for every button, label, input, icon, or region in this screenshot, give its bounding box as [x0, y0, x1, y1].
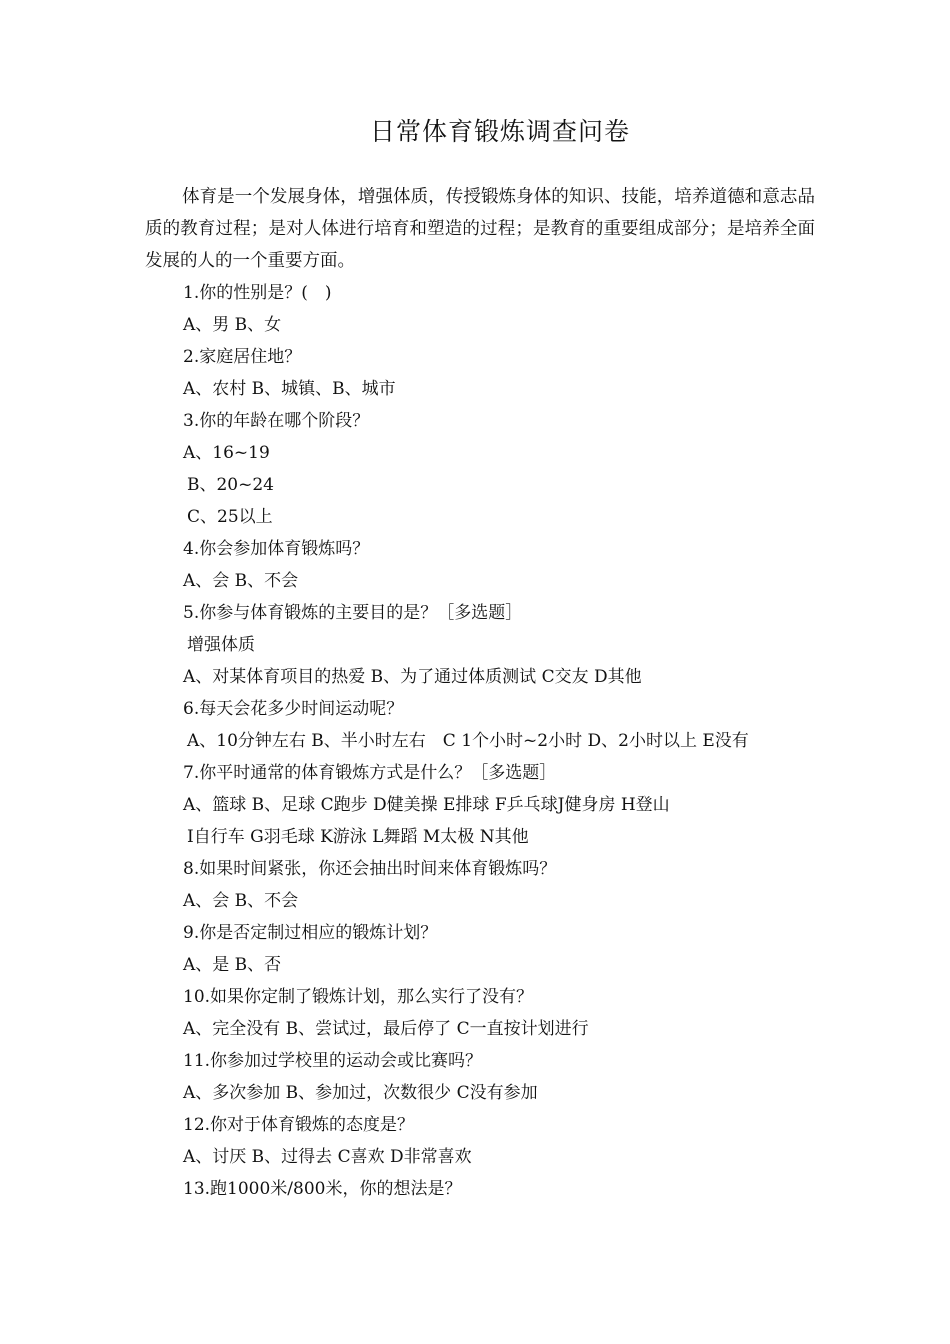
question-9: 9.你是否定制过相应的锻炼计划？ [183, 923, 438, 943]
question-list [0, 277, 950, 1205]
question-9-options: A、是 B、否 [183, 955, 282, 975]
question-2: 2.家庭居住地？ [183, 347, 302, 367]
question-5: 5.你参与体育锻炼的主要目的是？［多选题］ [183, 603, 523, 623]
question-1: 1.你的性别是？( ) [183, 283, 332, 303]
question-10: 10.如果你定制了锻炼计划，那么实行了没有？ [183, 987, 534, 1007]
question-12-options: A、讨厌 B、过得去 C喜欢 D非常喜欢 [183, 1147, 472, 1167]
question-7: 7.你平时通常的体育锻炼方式是什么？［多选题］ [183, 763, 557, 783]
question-7-options-row-2: I自行车 G羽毛球 K游泳 L舞蹈 M太极 N其他 [187, 827, 529, 847]
question-3-option-c: C、25以上 [187, 507, 273, 527]
question-4-options: A、会 B、不会 [183, 571, 299, 591]
question-8-options: A、会 B、不会 [183, 891, 299, 911]
question-10-options: A、完全没有 B、尝试过，最后停了 C一直按计划进行 [183, 1019, 589, 1039]
question-8: 8.如果时间紧张，你还会抽出时间来体育锻炼吗？ [183, 859, 557, 879]
question-3-option-a: A、16~19 [183, 443, 270, 463]
intro-paragraph: 体育是一个发展身体，增强体质，传授锻炼身体的知识、技能，培养道德和意志品质的教育过程；是对人体进行培育和塑造的过程；是教育的重要组成部分；是培养全面发展的人的一个重要方面。 [145, 187, 815, 271]
question-13: 13.跑1000米/800米，你的想法是？ [183, 1179, 462, 1199]
question-11: 11.你参加过学校里的运动会或比赛吗？ [183, 1051, 483, 1071]
question-3: 3.你的年龄在哪个阶段？ [183, 411, 370, 431]
question-2-options: A、农村 B、城镇、B、城市 [183, 379, 396, 399]
question-3-option-b: B、20~24 [187, 475, 275, 495]
question-5-extra-option: 增强体质 [187, 635, 255, 655]
question-11-options: A、多次参加 B、参加过，次数很少 C没有参加 [183, 1083, 538, 1103]
question-12: 12.你对于体育锻炼的态度是？ [183, 1115, 415, 1135]
question-6-options: A、10分钟左右 B、半小时左右 C 1个小时~2小时 D、2小时以上 E没有 [187, 731, 749, 751]
question-7-options-row-1: A、篮球 B、足球 C跑步 D健美操 E排球 F乒乓球J健身房 H登山 [183, 795, 670, 815]
question-6: 6.每天会花多少时间运动呢？ [183, 699, 404, 719]
question-5-options: A、对某体育项目的热爱 B、为了通过体质测试 C交友 D其他 [183, 667, 642, 687]
question-4: 4.你会参加体育锻炼吗？ [183, 539, 370, 559]
document-title: 日常体育锻炼调查问卷 [369, 117, 630, 146]
question-1-options: A、男 B、女 [183, 315, 282, 335]
